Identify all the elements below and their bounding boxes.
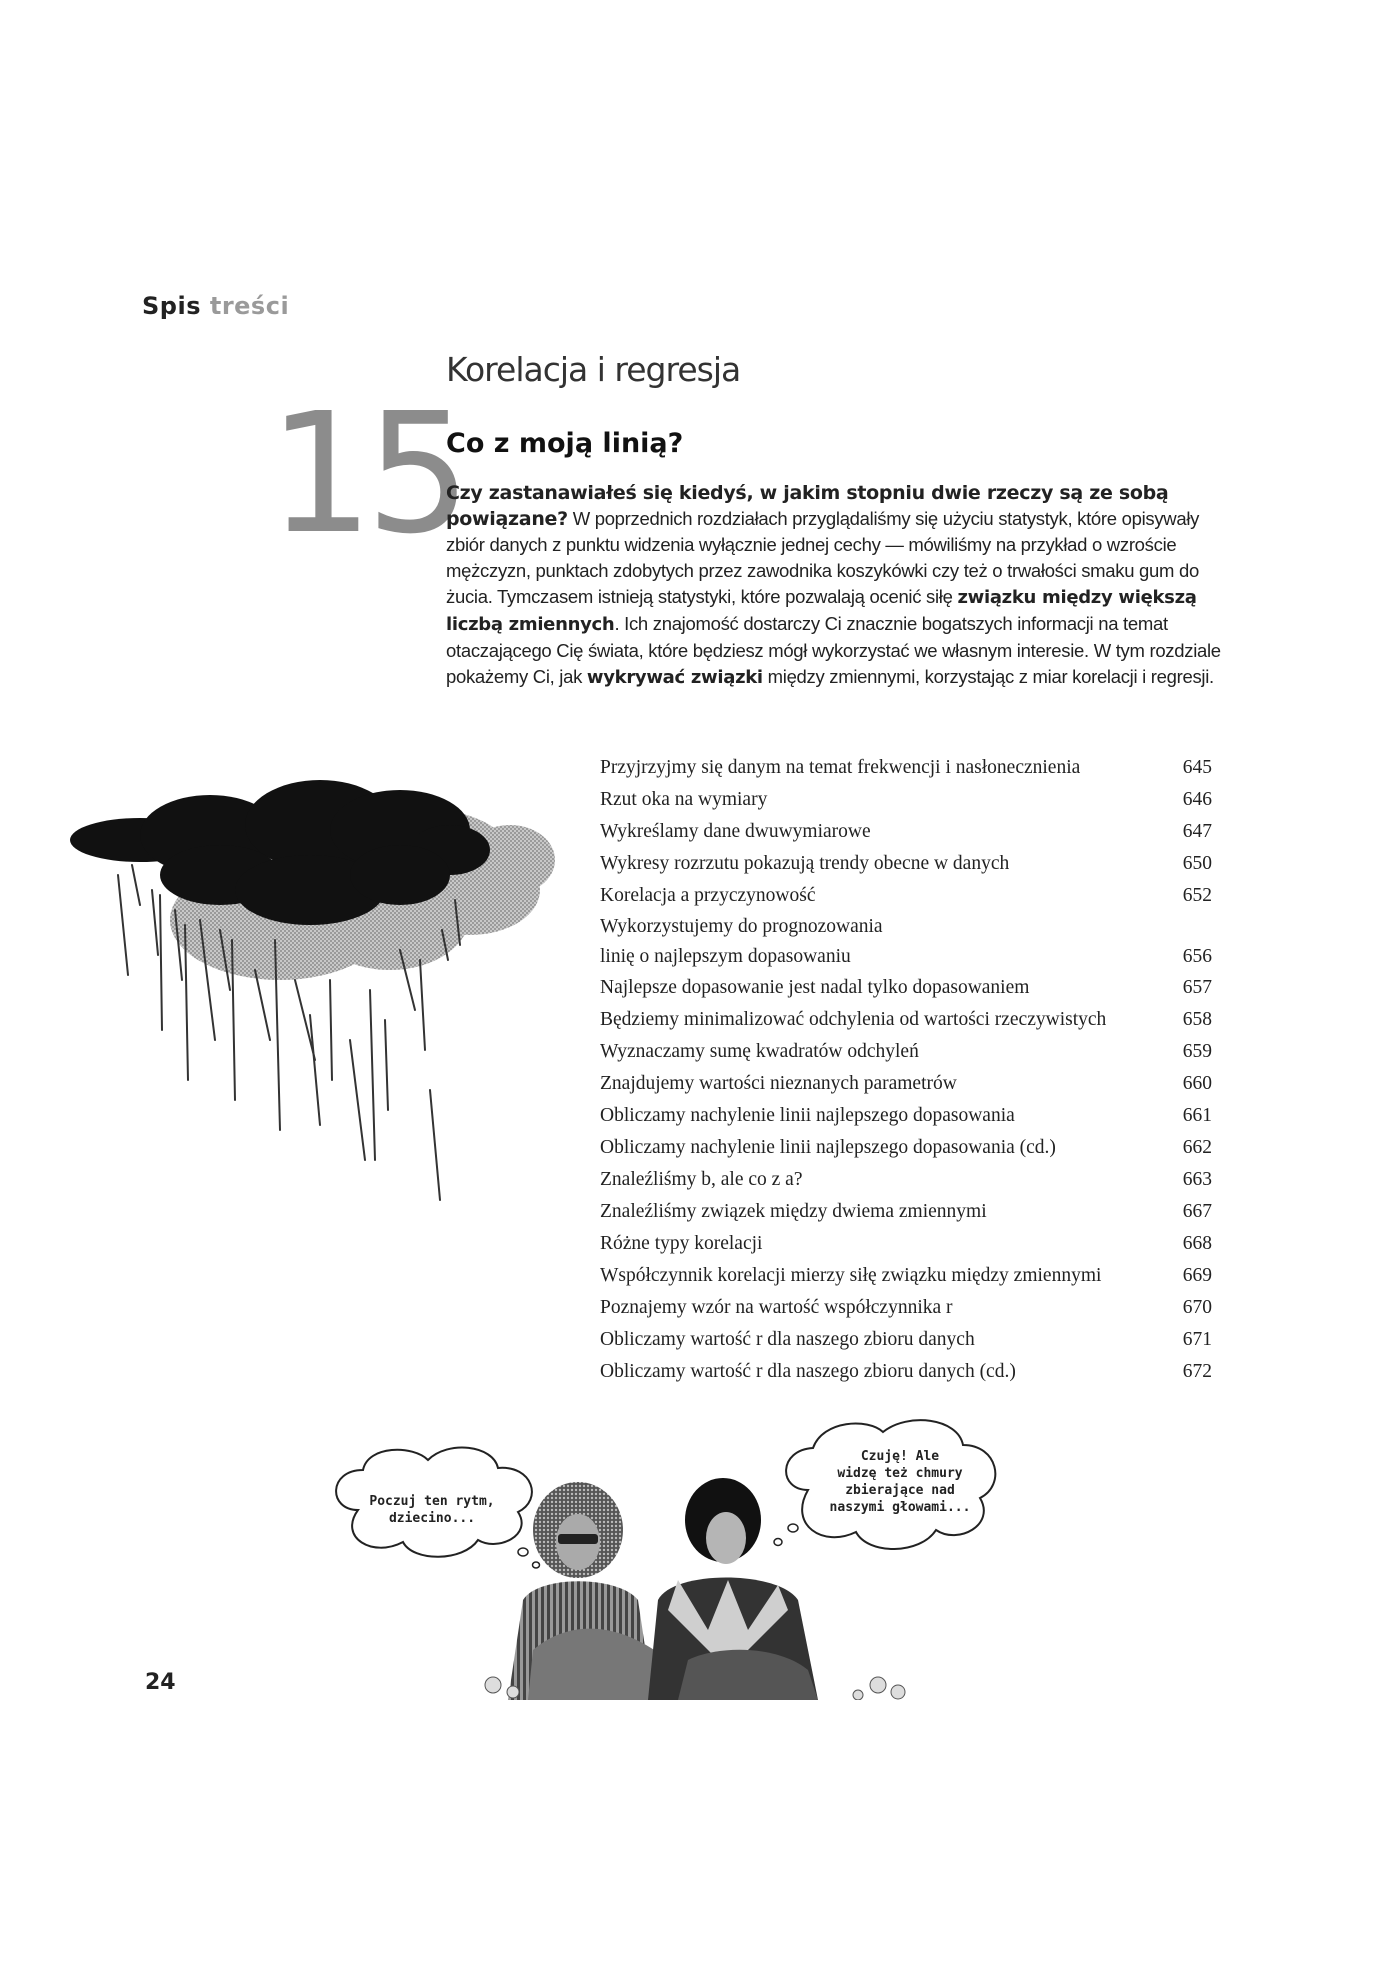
toc-entry-page: 647: [1182, 821, 1212, 842]
toc-entry-title: Obliczamy nachylenie linii najlepszego dopasowania: [600, 1105, 1015, 1126]
right-man-figure: [648, 1478, 818, 1700]
toc-entry-page: 660: [1182, 1073, 1212, 1094]
toc-entry[interactable]: [600, 1324, 1212, 1356]
intro-bold-2: wykrywać związki: [586, 667, 763, 688]
toc-entry[interactable]: [600, 1164, 1212, 1196]
header-word-2: treści: [209, 292, 290, 320]
toc-entry[interactable]: [600, 1292, 1212, 1324]
toc-entry-page: 668: [1182, 1233, 1212, 1254]
toc-entry[interactable]: [600, 752, 1212, 784]
toc-entry-title: Znaleźliśmy związek między dwiema zmiennymi: [600, 1201, 987, 1222]
toc-entry[interactable]: [600, 1132, 1212, 1164]
toc-entry-title: Różne typy korelacji: [600, 1233, 763, 1254]
toc-entry-title: Wykreślamy dane dwuwymiarowe: [600, 821, 871, 842]
intro-text-2: . Ich znajomość dostarczy Ci znacznie bogatszych informacji na temat otaczającego Cię świata, które będziesz mógł wykorzystać we własnym interesie. W tym rozdziale pokażemy Ci, jak: [446, 613, 1221, 687]
rain-cloud-illustration: [70, 780, 590, 1220]
toc-entry-title: linię o najlepszym dopasowaniu: [600, 946, 851, 967]
toc-entry-page: 657: [1182, 977, 1212, 998]
toc-entry-title: Współczynnik korelacji mierzy siłę związku między zmiennymi: [600, 1265, 1102, 1286]
toc-entry[interactable]: [600, 1036, 1212, 1068]
bubble-right-line4: naszymi głowami...: [829, 1500, 971, 1515]
intro-lead: Czy zastanawiałeś się kiedyś, w jakim stopniu dwie rzeczy są ze sobą powiązane?: [446, 482, 1169, 530]
left-man-figure: [508, 1482, 668, 1700]
toc-entry-title: Najlepsze dopasowanie jest nadal tylko dopasowaniem: [600, 977, 1030, 998]
toc-entry-page: 646: [1182, 789, 1212, 810]
toc-entry-page: 656: [1182, 946, 1212, 967]
chapter-intro: [446, 480, 1236, 691]
toc-entry[interactable]: [600, 1196, 1212, 1228]
toc-entry[interactable]: [600, 1260, 1212, 1292]
toc-entry-page: 658: [1182, 1009, 1212, 1030]
bubble-right-line3: zbierające nad: [845, 1483, 955, 1498]
chapter-number: 15: [268, 378, 464, 571]
bubble-right-line2: widzę też chmury: [837, 1466, 963, 1481]
toc-entry-title: Obliczamy wartość r dla naszego zbioru danych: [600, 1329, 975, 1350]
toc-entry[interactable]: [600, 848, 1212, 880]
bubble-left-line1: Poczuj ten rytm,: [369, 1494, 495, 1509]
two-men-photo: [478, 1460, 918, 1700]
page-number: 24: [145, 1670, 176, 1695]
toc-entry-page: 670: [1182, 1297, 1212, 1318]
toc-entry-title: Rzut oka na wymiary: [600, 789, 768, 810]
toc-entry[interactable]: [600, 972, 1212, 1004]
toc-entry-page: 663: [1182, 1169, 1212, 1190]
toc-entry-page: 652: [1182, 885, 1212, 906]
chapter-title: Korelacja i regresja: [446, 350, 741, 389]
toc-entry-title: Znajdujemy wartości nieznanych parametrów: [600, 1073, 957, 1094]
intro-text-1: W poprzednich rozdziałach przyglądaliśmy się użyciu statystyk, które opisywały zbiór danych z punktu widzenia wyłącznie jednej cechy — mówiliśmy na przykład o wzroście mężczyzn, punktach zdobytych przez zawodnika koszykówki czy też o trwałości smaku gum do żucia. Tymczasem istnieją statystyki, które pozwalają ocenić siłę: [446, 508, 1200, 607]
bubble-left-line2: dziecino...: [388, 1511, 476, 1526]
toc-entry-page: 659: [1182, 1041, 1212, 1062]
toc-entry-title: Znaleźliśmy b, ale co z a?: [600, 1169, 803, 1190]
table-of-contents: [600, 752, 1212, 1388]
toc-entry[interactable]: [600, 880, 1212, 912]
toc-entry-title: Będziemy minimalizować odchylenia od wartości rzeczywistych: [600, 1009, 1107, 1030]
toc-entry-title: Korelacja a przyczynowość: [600, 885, 816, 906]
toc-entry-title: Obliczamy nachylenie linii najlepszego dopasowania (cd.): [600, 1137, 1056, 1158]
toc-entry[interactable]: [600, 784, 1212, 816]
toc-entry-title: Obliczamy wartość r dla naszego zbioru danych (cd.): [600, 1361, 1016, 1382]
toc-entry-page: 667: [1182, 1201, 1212, 1222]
header-word-1: Spis: [142, 292, 201, 320]
toc-entry[interactable]: [600, 1100, 1212, 1132]
toc-entry-page: 669: [1182, 1265, 1212, 1286]
toc-entry[interactable]: [600, 1228, 1212, 1260]
toc-entry-page: 671: [1182, 1329, 1212, 1350]
toc-entry-title: Przyjrzyjmy się danym na temat frekwencji i nasłonecznienia: [600, 757, 1081, 778]
toc-entry-page: 672: [1182, 1361, 1212, 1382]
toc-entry[interactable]: [600, 912, 1212, 972]
toc-entry-title-line1: Wykorzystujemy do prognozowania: [600, 916, 883, 937]
toc-entry-page: 645: [1182, 757, 1212, 778]
toc-entry-page: 662: [1182, 1137, 1212, 1158]
toc-entry-title: Wyznaczamy sumę kwadratów odchyleń: [600, 1041, 919, 1062]
toc-entry-title: Poznajemy wzór na wartość współczynnika r: [600, 1297, 953, 1318]
toc-entry[interactable]: [600, 816, 1212, 848]
toc-entry[interactable]: [600, 1068, 1212, 1100]
toc-entry-page: 661: [1182, 1105, 1212, 1126]
section-header: [142, 292, 289, 320]
toc-entry[interactable]: [600, 1004, 1212, 1036]
intro-text-3: między zmiennymi, korzystając z miar korelacji i regresji.: [762, 666, 1214, 687]
intro-bold-1: związku między większą liczbą zmiennych: [446, 587, 1197, 635]
toc-entry[interactable]: [600, 1356, 1212, 1388]
chapter-subtitle: Co z moją linią?: [446, 428, 684, 459]
bubble-right-line1: Czuję! Ale: [860, 1449, 940, 1464]
toc-entry-title: Wykresy rozrzutu pokazują trendy obecne w danych: [600, 853, 1010, 874]
toc-entry-page: 650: [1182, 853, 1212, 874]
